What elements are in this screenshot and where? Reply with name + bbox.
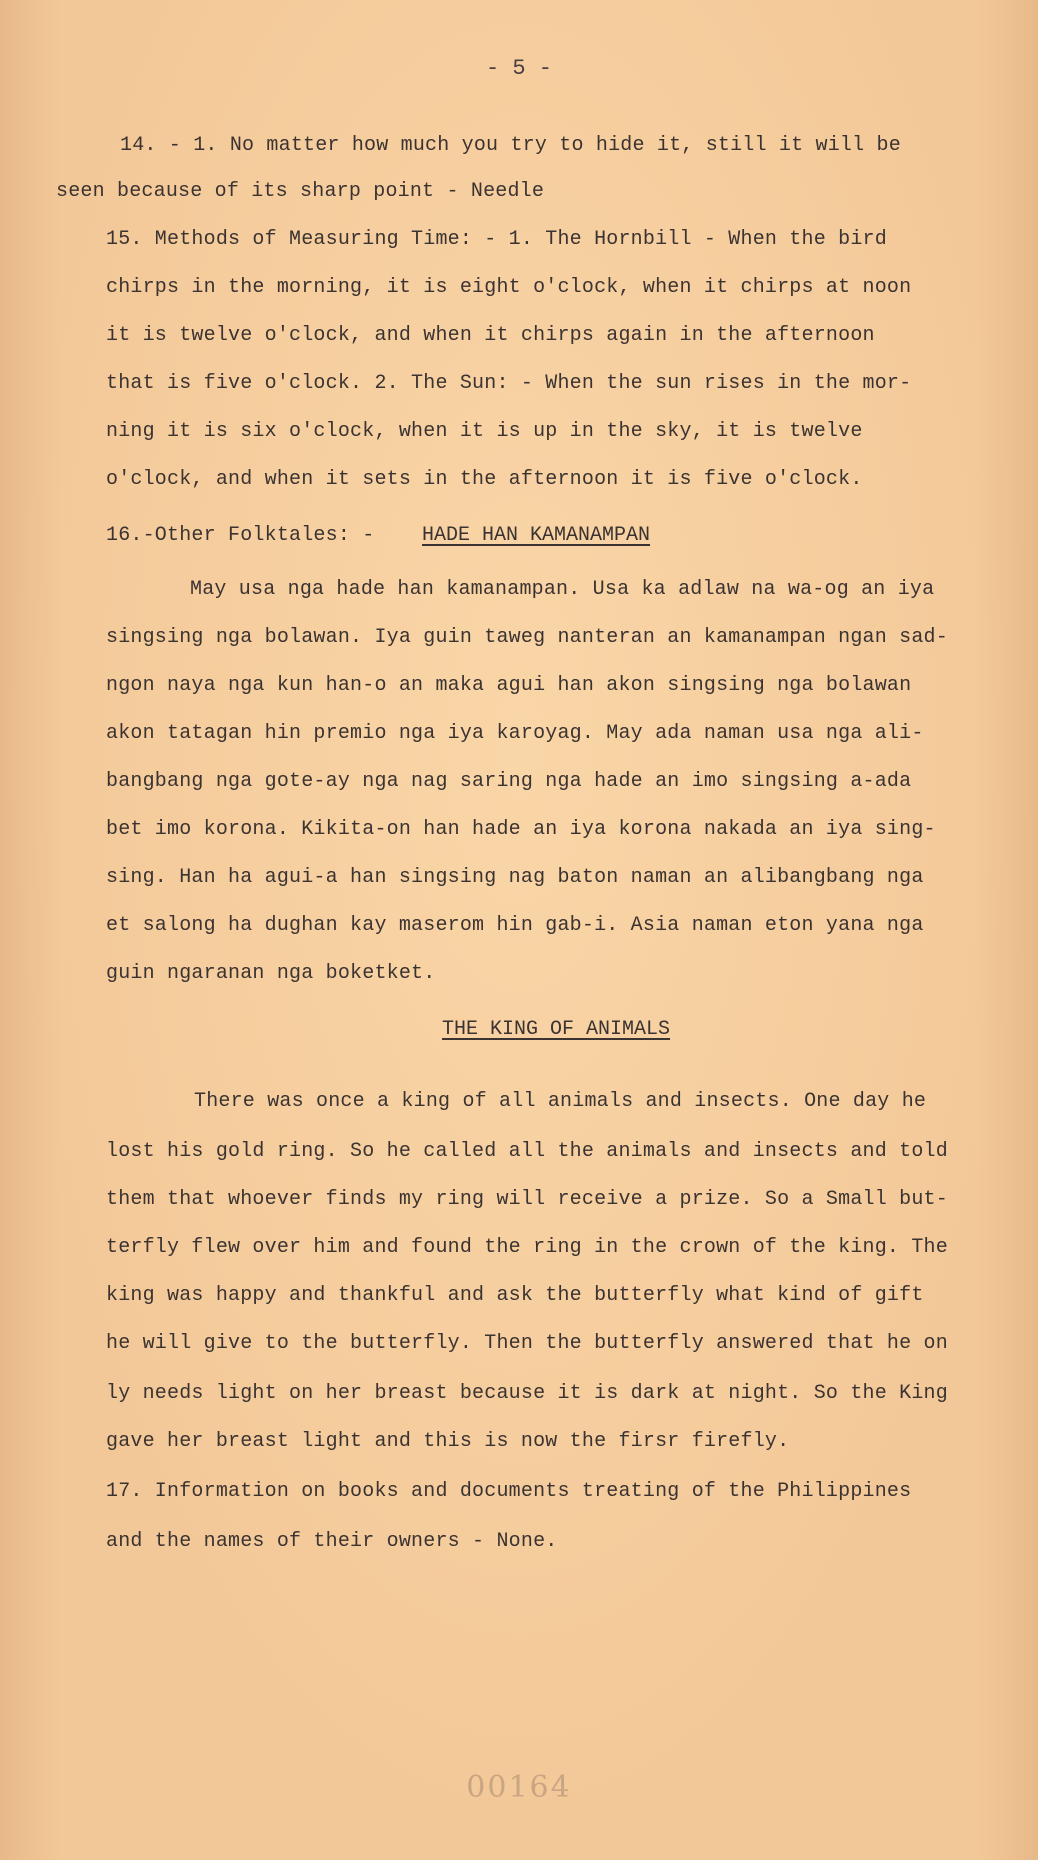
- text-line: chirps in the morning, it is eight o'clock, when it chirps at noon: [106, 276, 912, 299]
- text-line: singsing nga bolawan. Iya guin taweg nanteran an kamanampan ngan sad-: [106, 626, 948, 649]
- text-line-section-16: 16.-Other Folktales: -: [106, 524, 375, 547]
- text-line-section-17: 17. Information on books and documents treating of the Philippines: [106, 1480, 912, 1503]
- text-line: May usa nga hade han kamanampan. Usa ka adlaw na wa-og an iya: [190, 578, 935, 601]
- text-line: and the names of their owners - None.: [106, 1530, 558, 1553]
- text-line: that is five o'clock. 2. The Sun: - When the sun rises in the mor-: [106, 372, 912, 395]
- text-line: bet imo korona. Kikita-on han hade an iya korona nakada an iya sing-: [106, 818, 936, 841]
- text-line: ngon naya nga kun han-o an maka agui han akon singsing nga bolawan: [106, 674, 912, 697]
- text-line: 14. - 1. No matter how much you try to hide it, still it will be: [120, 134, 901, 157]
- text-line: it is twelve o'clock, and when it chirps again in the afternoon: [106, 324, 875, 347]
- text-line: akon tatagan hin premio nga iya karoyag. May ada naman usa nga ali-: [106, 722, 924, 745]
- text-line: ly needs light on her breast because it is dark at night. So the King: [106, 1382, 948, 1405]
- text-line: guin ngaranan nga boketket.: [106, 962, 436, 985]
- text-line: lost his gold ring. So he called all the animals and insects and told: [106, 1140, 948, 1163]
- text-line: seen because of its sharp point - Needle: [56, 180, 545, 203]
- page-number: - 5 -: [485, 56, 552, 81]
- text-line: et salong ha dughan kay maserom hin gab-i. Asia naman eton yana nga: [106, 914, 924, 937]
- text-line: king was happy and thankful and ask the butterfly what kind of gift: [106, 1284, 924, 1307]
- text-line: sing. Han ha agui-a han singsing nag baton naman an alibangbang nga: [106, 866, 924, 889]
- text-line: them that whoever finds my ring will receive a prize. So a Small but-: [106, 1188, 948, 1211]
- text-line: 15. Methods of Measuring Time: - 1. The Hornbill - When the bird: [106, 228, 887, 251]
- text-line: gave her breast light and this is now the firsr firefly.: [106, 1430, 790, 1453]
- title-waray: HADE HAN KAMANAMPAN: [422, 524, 651, 547]
- text-line: o'clock, and when it sets in the afternoon it is five o'clock.: [106, 468, 863, 491]
- text-line: he will give to the butterfly. Then the butterfly answered that he on: [106, 1332, 948, 1355]
- archive-stamp: 00164: [466, 1770, 572, 1805]
- text-line: bangbang nga gote-ay nga nag saring nga hade an imo singsing a-ada: [106, 770, 912, 793]
- title-english: THE KING OF ANIMALS: [442, 1018, 671, 1041]
- text-line: There was once a king of all animals and insects. One day he: [194, 1090, 927, 1113]
- text-line: terfly flew over him and found the ring in the crown of the king. The: [106, 1236, 948, 1259]
- text-line: ning it is six o'clock, when it is up in the sky, it is twelve: [106, 420, 863, 443]
